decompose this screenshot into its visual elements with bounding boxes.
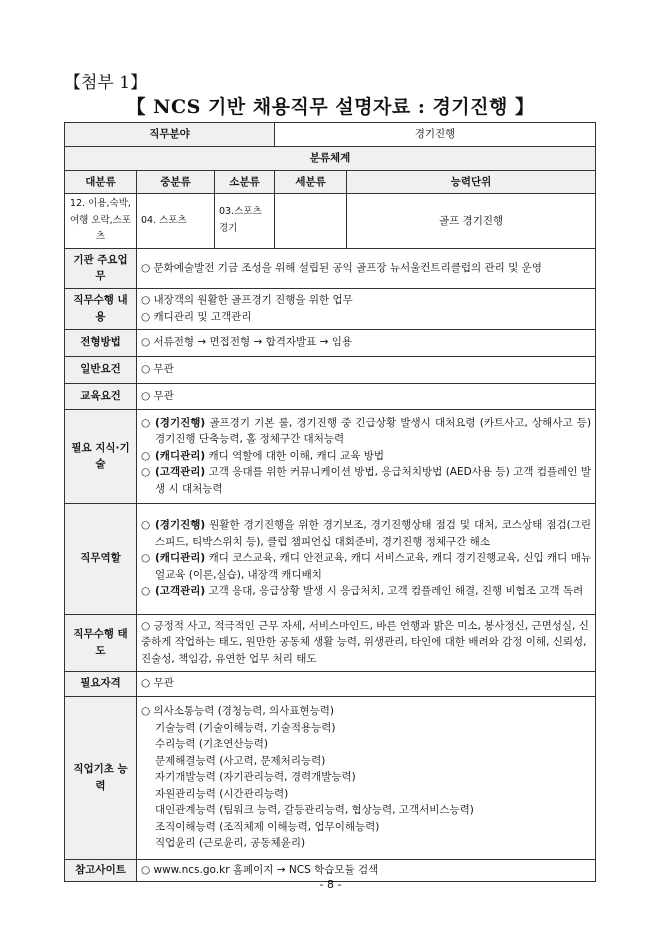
knowledge-item: ○ (경기진행) 골프경기 기본 룰, 경기진행 중 긴급상황 발생시 대처요령 (카트사고, 상해사고 등) 경기진행 단축능력, 홀 정체구간 대처능력 xyxy=(141,416,592,446)
attitude-label: 직무수행 태도 xyxy=(65,614,137,671)
job-content-item: ○ 캐디관리 및 고객관리 xyxy=(141,310,252,323)
basic-item: ○ 의사소통능력 (경청능력, 의사표현능력) xyxy=(141,705,334,718)
general-label: 일반요건 xyxy=(65,356,137,383)
basic-item: 수리능력 (기초연산능력) xyxy=(155,738,268,751)
competency-item: ○ (캐디관리) 캐디 코스교육, 캐디 안전교육, 캐디 서비스교육, 캐디 경기진행교육, 신입 캐디 매뉴얼교육 (이론,실습), 내장객 캐디배치 xyxy=(141,552,592,581)
knowledge xyxy=(137,409,596,503)
class-unit: 골프 경기진행 xyxy=(347,194,596,249)
job-content-label: 직무수행 내용 xyxy=(65,288,137,329)
basic-item: 기술능력 (기술이해능력, 기술적용능력) xyxy=(155,721,336,734)
org-duty-label: 기관 주요업무 xyxy=(65,248,137,288)
col-major: 대분류 xyxy=(65,171,137,194)
attitude: ○ 긍정적 사고, 적극적인 근무 자세, 서비스마인드, 바른 언행과 밝은 미소, 봉사정신, 근면성실, 신중하게 작업하는 태도, 원만한 공동체 생활 능력, 위생관리, 타인에 대한 배려와 감정 이해, 신뢰성, 진술성, 책임감, 유연한 업무 처리 태도 xyxy=(137,614,596,671)
attachment-label: 【첨부 1】 xyxy=(64,73,148,93)
ref-site: ○ www.ncs.go.kr 홈페이지 → NCS 학습모듈 검색 xyxy=(137,859,596,881)
job-field-value: 경기진행 xyxy=(275,123,596,147)
competency xyxy=(137,503,596,614)
org-duty: ○ 문화예술발전 기금 조성을 위해 설립된 공익 골프장 뉴서울컨트리클럽의 관리 및 운영 xyxy=(137,248,596,288)
process-label: 전형방법 xyxy=(65,329,137,356)
basic-competency-label: 직업기초 능력 xyxy=(65,696,137,859)
col-middle: 중분류 xyxy=(137,171,215,194)
page-number: - 8 - xyxy=(319,878,342,891)
col-detail: 세분류 xyxy=(275,171,347,194)
education: ○ 무관 xyxy=(137,383,596,409)
competency-label: 직무역할 xyxy=(65,503,137,614)
col-unit: 능력단위 xyxy=(347,171,596,194)
job-field-label: 직무분야 xyxy=(65,123,275,147)
basic-item: 직업윤리 (근로윤리, 공동체윤리) xyxy=(155,837,306,850)
job-description-table xyxy=(64,122,596,882)
job-content xyxy=(137,288,596,329)
knowledge-item: ○ (고객관리) 고객 응대를 위한 커뮤니케이션 방법, 응급처치방법 (AED사용 등) 고객 컴플레인 발생 시 대처능력 xyxy=(141,466,592,495)
basic-competency xyxy=(137,696,596,859)
class-minor: 03.스포츠경기 xyxy=(215,194,275,249)
general: ○ 무관 xyxy=(137,356,596,383)
qualification: ○ 무관 xyxy=(137,671,596,696)
knowledge-label: 필요 지식·기술 xyxy=(65,409,137,503)
class-major: 12. 이용,숙박,여행 오락,스포츠 xyxy=(65,194,137,249)
knowledge-item: ○ (캐디관리) 캐디 역할에 대한 이해, 캐디 교육 방법 xyxy=(141,449,385,462)
education-label: 교육요건 xyxy=(65,383,137,409)
class-detail xyxy=(275,194,347,249)
col-minor: 소분류 xyxy=(215,171,275,194)
qualification-label: 필요자격 xyxy=(65,671,137,696)
process: ○ 서류전형 → 면접전형 → 합격자발표 → 임용 xyxy=(137,329,596,356)
job-content-item: ○ 내장객의 원활한 골프경기 진행을 위한 업무 xyxy=(141,294,353,306)
classification-label: 분류체계 xyxy=(65,147,596,171)
competency-item: ○ (고객관리) 고객 응대, 응급상황 발생 시 응급처치, 고객 컴플레인 해결, 진행 비협조 고객 독려 xyxy=(141,585,584,598)
basic-item: 문제해결능력 (사고력, 문제처리능력) xyxy=(155,754,326,767)
basic-item: 대인관계능력 (팀워크 능력, 갈등관리능력, 협상능력, 고객서비스능력) xyxy=(155,804,474,817)
ref-label: 참고사이트 xyxy=(65,859,137,881)
basic-item: 자기개발능력 (자기관리능력, 경력개발능력) xyxy=(155,771,356,784)
page-title: 【 NCS 기반 채용직무 설명자료 : 경기진행 】 xyxy=(126,96,535,118)
class-middle: 04. 스포츠 xyxy=(137,194,215,249)
competency-item: ○ (경기진행) 원활한 경기진행을 위한 경기보조, 경기진행상태 점검 및 대처, 코스상태 점검(그린스피드, 티박스위치 등), 클럽 챔피언십 대회준비, 경기진행 정체구간 해소 xyxy=(141,519,592,548)
basic-item: 조직이해능력 (조직체제 이해능력, 업무이해능력) xyxy=(155,820,380,833)
basic-item: 자원관리능력 (시간관리능력) xyxy=(155,787,289,800)
